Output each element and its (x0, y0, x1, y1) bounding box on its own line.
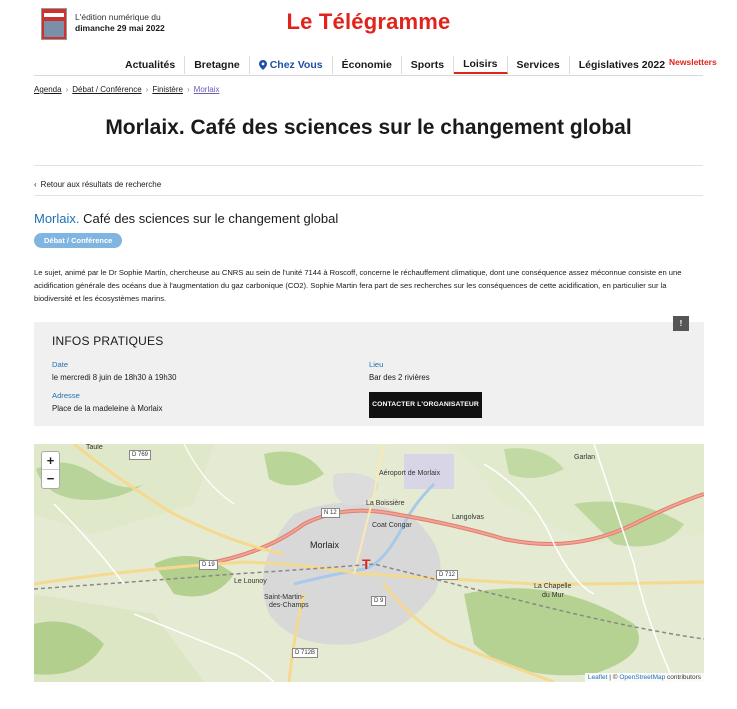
edition-date: dimanche 29 mai 2022 (75, 23, 165, 33)
map-label-langolvas: Langolvas (452, 514, 484, 521)
adresse-value: Place de la madeleine à Morlaix (52, 404, 163, 413)
date-label: Date (52, 360, 69, 369)
category-badge[interactable]: Débat / Conférence (34, 233, 122, 248)
event-city: Morlaix. (34, 211, 80, 226)
map-marker-icon[interactable]: T (362, 556, 371, 572)
event-title (34, 211, 338, 226)
attribution-rest: contributors (665, 674, 701, 681)
nav-chez-vous[interactable] (250, 56, 333, 74)
zoom-control (41, 451, 60, 489)
edition-line1: L'édition numérique du (75, 12, 161, 22)
leaflet-link[interactable]: Leaflet (587, 674, 608, 681)
map-label-morlaix: Morlaix (310, 540, 340, 550)
back-link[interactable] (34, 180, 161, 189)
nav-economie[interactable]: Économie (333, 56, 402, 74)
nav-loisirs[interactable]: Loisirs (454, 56, 507, 74)
adresse-label: Adresse (52, 391, 80, 400)
map-label-coat: Coat Congar (372, 522, 412, 529)
breadcrumb-finistere[interactable]: Finistère (152, 85, 183, 94)
date-value: le mercredi 8 juin de 18h30 à 19h30 (52, 373, 177, 382)
map-label-lounoy: Le Lounoy (234, 578, 267, 585)
newsletters-link[interactable]: Newsletters (669, 57, 717, 67)
infos-title: INFOS PRATIQUES (52, 334, 164, 348)
main-nav (116, 56, 674, 74)
map-label-chapelle-2: du Mur (542, 592, 564, 599)
location-pin-icon (259, 60, 267, 70)
road-shield-d19: D 19 (199, 560, 218, 570)
road-shield-d712: D 712 (436, 570, 458, 580)
chevron-left-icon: ‹ (34, 180, 37, 189)
attribution-sep: | © (607, 674, 620, 681)
event-description: Le sujet, animé par le Dr Sophie Martin, chercheuse au CNRS au sein de l'unité 7144 à Roscoff, concerne le réchauffement climatique, dont une conséquence assez méconnue consiste en une acidification générale des océans due à l'augmentation du gaz carbonique (CO2). Sophie Martin fera part de ses recherches sur les conséquences de cette acidification, en particulier sur la biodiversité et les écosystèmes marins. (34, 268, 682, 303)
nav-bretagne[interactable]: Bretagne (185, 56, 250, 74)
nav-actualites[interactable]: Actualités (116, 56, 185, 74)
lieu-label: Lieu (369, 360, 384, 369)
nav-divider (34, 75, 703, 76)
map-label-taule: Taule (86, 444, 103, 451)
map-label-garlan: Garlan (574, 454, 596, 461)
map-label-st-martin-1: Saint-Martin- (264, 594, 305, 601)
map-label-aeroport: Aéroport de Morlaix (379, 470, 441, 477)
road-shield-d712b: D 712B (292, 648, 318, 658)
breadcrumb-morlaix[interactable]: Morlaix (193, 85, 220, 94)
contact-organizer-button[interactable]: CONTACTER L'ORGANISATEUR (369, 392, 482, 418)
infos-pratiques-panel (34, 319, 704, 426)
breadcrumb-debat[interactable]: Débat / Conférence (72, 85, 142, 94)
map-label-boissiere: La Boissière (366, 500, 405, 507)
zoom-out-button[interactable]: − (46, 471, 55, 486)
nav-sports[interactable]: Sports (402, 56, 454, 74)
map-attribution (585, 673, 704, 682)
map-label-st-martin-2: des-Champs (269, 602, 309, 609)
divider (34, 165, 703, 166)
road-shield-d9: D 9 (371, 596, 386, 606)
report-button[interactable]: ! (673, 316, 689, 331)
lieu-value: Bar des 2 rivières (369, 373, 430, 382)
nav-legislatives[interactable]: Législatives 2022 (578, 59, 666, 71)
divider (34, 195, 703, 196)
nav-services[interactable]: Services (508, 56, 570, 74)
road-shield-n12: N 12 (321, 508, 340, 518)
breadcrumb-separator-icon: › (187, 85, 190, 94)
nav-chez-vous-label: Chez Vous (269, 59, 323, 71)
page-title: Morlaix. Café des sciences sur le changement global (105, 116, 632, 139)
road-shield-d769: D 769 (129, 450, 151, 460)
breadcrumb (34, 85, 219, 94)
breadcrumb-separator-icon: › (65, 85, 69, 94)
event-title-text: Café des sciences sur le changement global (83, 211, 339, 226)
back-link-label: Retour aux résultats de recherche (40, 180, 162, 189)
map[interactable] (34, 444, 704, 682)
zoom-in-button[interactable]: + (42, 452, 59, 470)
osm-link[interactable]: OpenStreetMap (619, 674, 666, 681)
site-logo[interactable]: Le Télégramme (286, 9, 451, 34)
breadcrumb-separator-icon: › (145, 85, 149, 94)
map-label-chapelle-1: La Chapelle (534, 583, 572, 590)
breadcrumb-agenda[interactable]: Agenda (34, 85, 62, 94)
